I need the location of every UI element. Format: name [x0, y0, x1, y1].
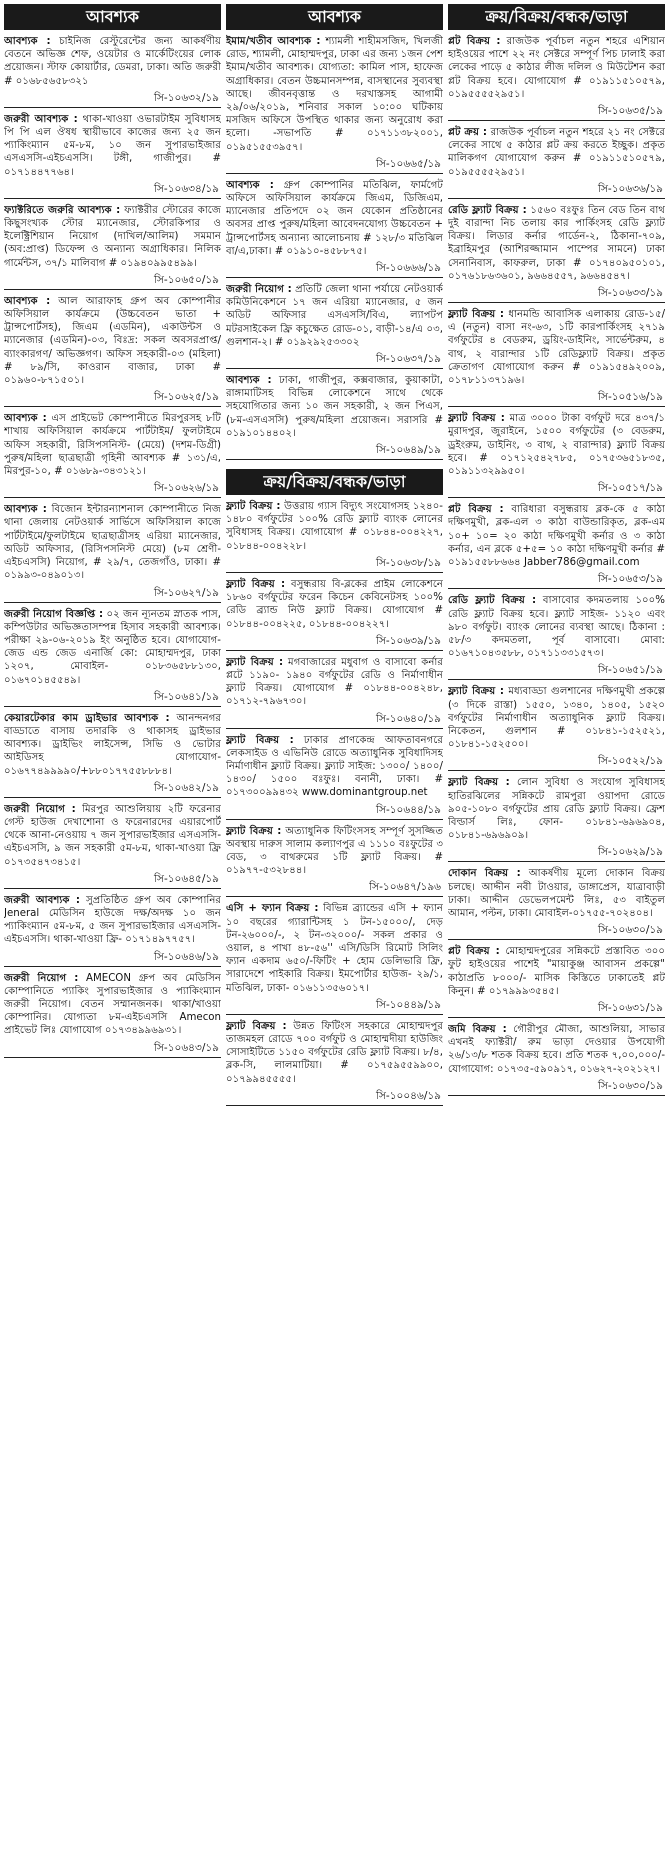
column-1	[4, 4, 221, 1865]
ad-lead: ফ্ল্যাট বিক্রয় :	[226, 656, 284, 668]
ad-code: সি-১০৬৩৬/১৯	[448, 179, 665, 199]
ad-code: সি-১০৬২৫/১৯	[4, 387, 221, 407]
section-header: আবশ্যক	[4, 4, 221, 30]
ad-body: আনন্দনগর বাড্ডাতে বাসায় তদারকি ও থাকাসহ ড্রাইভার আবশ্যক। ড্রাইভিং লাইসেন্স, সিভি ও ভোটার আইডিসহ যোগাযোগ- ০১৬৭৭৪৯৯৯৯০/+৮৮০১৭৭৫৫৮৮৮৪।	[4, 712, 221, 777]
ad-code: সি-১০৫১৬/১৯	[448, 387, 665, 407]
ad-lead: জরুরী নিয়োগ বিজ্ঞপ্তি :	[4, 608, 104, 620]
ad-code: সি-১০০৪৬/১৯	[226, 1086, 443, 1106]
ad-lead: আবশ্যক :	[226, 179, 274, 191]
ad-body: রাজউক পূর্বাচল নতুন শহরে ২১ নং সেক্টরে লেকের সাথে ৫ কাঠার প্লট ক্রয় করতে ইচ্ছুক। প্রকৃত মালিকগণ যোগাযোগ করুন # ০১৯১১৫১০৫৭৯, ০১৯৫৫৫৫২৯৫১।	[448, 127, 665, 178]
ad-body: AMECON গ্রুপ অব মেডিসিন কোম্পানিতে প্যাকিং সুপারভাইজার ও প্যাকিংম্যান জরুরী নিয়োগ। বেতন সম্মানজনক। থাকা/খাওয়া কোম্পানির। যোগ্যতা ৮ম-এইচএসসি Amecon প্রাইভেট লিঃ যোগাযোগ ০১৭৩৪৯৯৬৯৩১।	[4, 972, 221, 1037]
ad-code: সি-১০৫১৭/১৯	[448, 478, 665, 498]
ad-code: সি-১০৬৪২/১৯	[4, 778, 221, 798]
ad-code: সি-১০৬৩১/১৯	[448, 998, 665, 1018]
ad-body: ১৫৬০ বঃফুঃ তিন বেড তিন বাথ দুই বারান্দা নিচ তলায় কার পার্কিংসহ রেডি ফ্ল্যাট বিক্রয়। লিডার কর্নার গার্ডেন-২, ঠিকানা-৭০৯, ইব্রাহিমপুর (আশিরজ্জামান পাম্পের সামনে) ঢাকা সেনানিবাস, কাফরুল, ঢাকা # ০১৭৪০৯৫০১০১, ০১৭৬১৮৬৩৬০১, ৯৬৬৪৫৫৭, ৯৬৬৪৫৪৭।	[448, 204, 665, 282]
section-header: ক্রয়/বিক্রয়/বন্ধক/ভাড়া	[448, 4, 665, 30]
ad-lead: জমি বিক্রয় :	[448, 1023, 507, 1035]
classified-ad	[4, 293, 221, 387]
ad-body: ০২ জন ন্যূনতম স্নাতক পাস, কম্পিউটার অভিজ্ঞতাসম্পন্ন হিসাব সহকারী আবশ্যক। পরীক্ষা ২৯-০৬-২০১৯ ইং অনুষ্ঠিত হবে। যোগাযোগ- জেড এন্ড জেড এনার্জি কো: মোহাম্মদপুর, ঢাকা ১২০৭, মোবাইল- ০১৮৩৬৫৮৮১৩০, ০১৬৭০১৪৫৫৪৯।	[4, 608, 221, 686]
ad-lead: আবশ্যক :	[4, 295, 51, 307]
classified-ad	[448, 865, 665, 920]
ad-body: উত্তরায় গ্যাস বিদ্যুৎ সংযোগসহ ১২৪০- ১৪৮০ বর্গফুটের ১০০% রেডি ফ্ল্যাট ব্যাংক লোনের সুবিধাসহ বিক্রয়। যোগাযোগ # ০১৮৪৪-০০৪২২৭, ০১৮৪৪-০০৪২২৮।	[226, 501, 443, 552]
ad-lead: প্লট বিক্রয় :	[448, 504, 504, 516]
ad-code: সি-১০৬৪৪/১৯	[226, 800, 443, 820]
ad-code: সি-১০৬৩৪/১৯	[4, 179, 221, 199]
column-3	[448, 4, 665, 1865]
classified-ad	[4, 111, 221, 179]
ad-lead: প্লট বিক্রয় :	[448, 946, 500, 958]
classified-ad	[4, 202, 221, 270]
ad-lead: প্লট ক্রয় :	[448, 127, 487, 139]
ad-lead: আবশ্যক :	[4, 36, 51, 47]
ad-code: সি-১০৫২২/১৯	[448, 751, 665, 771]
section-header: ক্রয়/বিক্রয়/বন্ধক/ভাড়া	[226, 469, 443, 495]
ad-code: সি-১০৬৪৫/১৯	[4, 869, 221, 889]
ad-code: সি-১০৬৫০/১৯	[4, 270, 221, 290]
classified-ad	[4, 33, 221, 88]
ad-body: মাত্র ৩০০০ টাকা বর্গফুট দরে ৪৩৭/১ মুরাদপুর, জুরাইনে, ১৫০০ বর্গফুটের (৩ বেডরুম, ড্রইংরুম, ডাইনিং, ৩ বাথ, ২ বারান্দার) ফ্ল্যাট বিক্রয় হবে। # ০১৭১২৫৪২৭৮৫, ০১৭৫৩৬৫১৮৩৫, ০১৯১১৩২৯৯৫০।	[448, 413, 665, 478]
ad-lead: জরুরী নিয়োগ :	[226, 284, 292, 296]
ad-code: সি-১০৬২৭/১৯	[4, 583, 221, 603]
ad-lead: কেয়ারটেকার কাম ড্রাইভার আবশ্যক :	[4, 712, 170, 724]
ad-code: সি-১০৬৪৬/১৯	[4, 947, 221, 967]
ad-body: আকর্ষণীয় মূল্যে দোকান বিক্রয় চলছে। আদ্দীন নবী টাওয়ার, ডাঙ্গাপ্রেস, যাত্রাবাড়ী ঢাকা। আদ্দীন ডেভেলপমেন্ট লিঃ, ৫৩ বাইতুল আমান, পল্টন, ঢাকা। মোবাইল-০১৭৫৫-৭০২৪০৪।	[448, 868, 665, 919]
ad-body: ঢাকার প্রাণকেন্দ্র আফতাবনগরে লেকসাইড ও এভিনিউ রোডে অত্যাধুনিক সুবিধাদিসহ নির্মাণাধীন ফ্ল্যাট বিক্রয়। ফ্ল্যাট সাইজ: ১৩০০/ ১৪০০/ ১৪৩০/ ১৫০০ বঃফুঃ। বনানী, ঢাকা। # ০১৭৩০০৯৯৪৩২ www.dominantgroup.net	[226, 734, 443, 799]
classified-ad	[4, 892, 221, 947]
classified-ad	[226, 1018, 443, 1086]
classified-ad	[448, 202, 665, 283]
classified-ad	[4, 710, 221, 778]
ad-body: থাকা-খাওয়া ওভারটাইম সুবিধাসহ পি পি এল ঔষধ স্থায়ীভাবে কাজের জন্য ২৫ জন প্যাকিংম্যান ৫ম-৮ম, ১০ জন সুপারভাইজার এসএসসি-এইচএসসি। টঙ্গী, গাজীপুর। # ০১৭১৪৪৭৭৬৪।	[4, 113, 221, 178]
ad-body: বাসাবোর কদমতলায় ১০০% রেডি ফ্ল্যাট বিক্রয় হবে। ফ্ল্যাট সাইজ- ১১২০ এবং ৯৮০ বর্গফুট। ব্যাংক লোনের ব্যবস্থা আছে। ঠিকানা : ৫৮/৩ কদমতলা, পূর্ব বাসাবো। মোবা: ০১৬৭১০৪৩৫৮৮, ০১৭১১৩৩১৫৭৩।	[448, 595, 665, 660]
ad-lead: ফ্ল্যাট বিক্রয় :	[226, 825, 282, 837]
classified-ad	[448, 774, 665, 842]
ad-lead: জরুরী আবশ্যক :	[4, 113, 78, 125]
ad-code: সি-১০৬৪৭/১৯৬	[226, 877, 443, 897]
ad-code: সি-১০৬৩৯/১৯	[226, 631, 443, 651]
ad-lead: ফ্ল্যাট বিক্রয় :	[226, 578, 286, 590]
ad-code: সি-১০৬৪৯/১৯	[226, 440, 443, 460]
classified-ad	[226, 823, 443, 878]
ad-body: লোন সুবিধা ও সংযোগ সুবিধাসহ হাতিরঝিলের সন্নিকটে রামপুরা ওয়াপদা রোডে ৯০৫-১০৮০ বর্গফুটের প্রায় রেডি ফ্ল্যাট বিক্রয়। ফ্রেশ বিল্ডার্স লিঃ, ফোন- ০১৮৪১-৬৯৬৯০৪, ০১৮৪১-৬৯৬৯০৯।	[448, 777, 665, 842]
classified-ad	[4, 801, 221, 869]
ad-lead: আবশ্যক :	[4, 413, 47, 425]
classified-ad	[448, 501, 665, 569]
ad-body: সুপ্রতিষ্ঠিত গ্রুপ অব কোম্পানির Jeneral মেডিসিন হাউজে দক্ষ/অদক্ষ ১০ জন প্যাকিংম্যান ৫ম-৮ম, ৫ জন সুপারভাইজার এসএসসি-এইচএসসি। থাকা-খাওয়া ফ্রি- ০১৭১৪৯৭৭৫৭।	[4, 894, 221, 946]
ad-body: বারিধারা বসুন্ধরায় ব্লক-কে ৫ কাঠা দক্ষিণমুখী, ব্লক-এল ৩ কাঠা বাউন্ডারিকৃত, ব্লক-এম ১০+ ১০= ২০ কাঠা দক্ষিণমুখী কর্নার ও ৩ কাঠা কর্নার, এন ব্লকে ৫+৫= ১০ কাঠা দক্ষিণমুখী কর্নার # ০১৯১৫৫৮৮৬৬৪ Jabber786@gmail.com	[448, 504, 665, 569]
ad-code: সি-১০৪৪৯/১৯	[226, 995, 443, 1015]
classified-ad	[226, 498, 443, 553]
classified-ad	[226, 177, 443, 258]
classified-ad	[226, 33, 443, 154]
classified-ad	[448, 683, 665, 751]
ad-lead: রেডি ফ্ল্যাট বিক্রয় :	[448, 595, 537, 607]
classified-ad	[448, 306, 665, 387]
ad-body: ঢাকা, গাজীপুর, কক্সবাজার, কুয়াকাটা, রাঙ্গামাটিসহ বিভিন্ন লোকেশনে সাথে থেকে সহযোগিতার জন্য ১০ জন সহকারী, ২ জন পিএস, (৮ম-এসএসসি) পুরুষ/মহিলা প্রয়োজন। সরাসরি # ০১৯১০১৪৪০২।	[226, 375, 443, 439]
classified-ad	[226, 576, 443, 631]
ad-lead: জরুরী নিয়োগ :	[4, 803, 76, 815]
ad-body: ধানমন্ডি আবাসিক এলাকায় রোড-১৫/এ (নতুন) বাসা নং-৬৩, ১টি কারপার্কিংসহ ২৭১৯ বর্গফুটের ৪ বেডরুম, ড্রয়িং-ডাইনিং, সার্ভেন্টরুম, ৪ বাথ, ২ বারান্দার ১টি রেডিফ্ল্যাট বিক্রয়। প্রকৃত ক্রেতাগণ যোগাযোগ করুন # ০১৯১৫৪৯২০০৯, ০১৭৮১১৩৭১৯৬।	[448, 309, 665, 387]
classified-ad	[448, 33, 665, 101]
ad-code: সি-১০৬৩৮/১৯	[226, 553, 443, 573]
classified-ad	[226, 281, 443, 349]
ad-body: বিভিন্ন ব্র্যান্ডের এসি + ফ্যান ১০ বছরের গ্যারান্টিসহ ১ টন-১৫০০০/, দেড় টন-২৬০০০/-, ২ টন-৩২০০০/- সকল প্রকার ও ওয়াল, ৪ পাখা ৪৮-৫৬'' এসি/ডিসি রিমোট সিলিং ফ্যান একদাম ৬৫০/-ফিটিং + হোম ডেলিভারি ফ্রি, সারাদেশে পাইকারি বিক্রয়। ইমপোর্টার হাউজ- ২৯/১, মতিঝিল, ঢাকা- ০১৬১১৩৫৬০১৭।	[226, 903, 443, 994]
ad-body: গৌরীপুর মৌজা, আশুলিয়া, সাভার এখনই ফ্যাক্টরী/ রুম ভাড়া দেওয়ার উপযোগী ২৬/১৩/৮ শতক বিক্রয় হবে। প্রতি শতক ৭,০০,০০০/- যোগাযোগ: ০১৭৩৫-৫৯০৯১৭, ০১৬২৭-২০২১২৭।	[448, 1023, 665, 1075]
ad-body: মধ্যবাড্ডা গুলশানের দক্ষিণমুখী প্রকল্পে (৩ দিকে রাস্তা) ১৫৫০, ১৩৪০, ১৪০৫, ১৫২০ বর্গফুটের নির্মাণাধীন অত্যাধুনিক ফ্ল্যাট বিক্রয়। নিকেতন, গুলশান # ০১৮৪১-১৫২৫২১, ০১৮৪১-১৫২৫০০।	[448, 686, 665, 751]
section-header: আবশ্যক	[226, 4, 443, 30]
ad-lead: এসি + ফ্যান বিক্রয় :	[226, 903, 319, 915]
ad-lead: রেডি ফ্ল্যাট বিক্রয় :	[448, 204, 527, 216]
ad-body: আল আরাফাহ গ্রুপ অব কোম্পানীর অফিসিয়াল কার্যক্রমে (উচ্চবেতন ভাতা + ট্রান্সপোর্টসহ), জিএম (এডমিন), একাউন্টস ও ম্যানেজার (এডমিন)-০৩, বিঃদ্র: সকল অবসরপ্রাপ্ত/ ব্যাংকারগণ/ অভিজ্ঞগণ। অফিস সহকারী-০৩ (মহিলা) # ৮৯/সি, কাওরান বাজার, ঢাকা # ০১৯৬০-৮৭১৫০১।	[4, 295, 221, 387]
ad-code: সি-১০৬৩৩/১৯	[448, 283, 665, 303]
ad-body: প্রতিটি জেলা থানা পর্যায়ে নেটওয়ার্ক কমিউনিকেশনে ১৭ জন এরিয়া ম্যানেজার, ৫ জন অডিট অফিসার এসএসসি/বিএ, ল্যাপটপ মটরসাইকেল ফ্রি কচুক্ষেত রোড-০১, বাড়ী-১৪/এ ০৩, গুলশান-২। # ০১৯২৯২৫৩৩০২	[226, 284, 443, 348]
ad-code: সি-১০৬৪১/১৯	[4, 687, 221, 707]
ad-code: সি-১০৬৩০/১৯	[448, 920, 665, 940]
ad-lead: আবশ্যক :	[226, 375, 272, 387]
classified-ad	[4, 410, 221, 478]
ad-lead: জরুরী আবশ্যক :	[4, 894, 80, 906]
classified-ad	[448, 410, 665, 478]
classified-ad	[448, 592, 665, 660]
ad-lead: ইমাম/খতীব আবশ্যক :	[226, 36, 321, 47]
ad-body: শ্যামলী শাহীমসজিদ, খিলজী রোড, শ্যামলী, মোহাম্মদপুর, ঢাকা এর জন্য ১জন পেশ ইমাম/খতীব আবশ্যক। যোগ্যতা: কামিল পাস, হাফেজ অগ্রাধিকার। বেতন উচ্চমানসম্পন্ন, বাসস্থানের সুব্যবস্থা আছে। জীবনবৃত্তান্ত ও দরখাস্তসহ আগামী ২৯/০৬/২০১৯, শনিবার সকাল ১০:০০ ঘটিকায় মসজিদ অফিসে উপস্থিত থাকার জন্য অনুরোধ করা হলো। -সভাপতি # ০১৭১১৩৮২০০১, ০১৯৫১৫৫৩৯৫৭।	[226, 36, 443, 153]
column-2	[226, 4, 443, 1865]
ad-body: চাইনিজ রেস্টুরেন্টের জন্য আকর্ষণীয় বেতনে অভিজ্ঞ শেফ, ওয়েটার ও মার্কেটিংয়ের লোক প্রয়োজন। স্টাফ কোয়ার্টার, ডেমরা, ঢাকা। অতি জরুরী # ০১৬৮৫৬৫৮৩২১	[4, 36, 221, 87]
ad-code: সি-১০৬৩৫/১৯	[448, 101, 665, 121]
ad-body: গ্রুপ কোম্পানির মতিঝিল, ফার্মগেট অফিসে অফিসিয়াল কার্যক্রমে জিএম, ডিজিএম, ম্যানেজার প্রতিপদে ০২ জন যেকোন প্রতিষ্ঠানের অবসর প্রাপ্ত পুরুষ/মহিলা আবেদনযোগ্য উচ্চবেতন + ট্রান্সপোর্টসহ অন্যান্য আলোচনায় # ১২৮/৩ মতিঝিল বা/এ,ঢাকা। # ০১৯১০-৪৫৮৮৭৫।	[226, 179, 443, 257]
classified-ad	[226, 900, 443, 994]
ad-code: সি-১০৬২৬/১৯	[4, 478, 221, 498]
ad-lead: ফ্ল্যাট বিক্রয় :	[226, 501, 281, 513]
ad-lead: প্লট বিক্রয় :	[448, 36, 501, 47]
ad-lead: ফ্ল্যাট বিক্রয় :	[448, 686, 504, 698]
ad-code: সি-১০৬৬৫/১৯	[226, 154, 443, 174]
ad-body: এস প্রাইভেট কোম্পানীতে মিরপুরসহ ৮টি শাখায় অফিসিয়াল কার্যক্রমে পার্টটাইম/ ফুলটাইমে অফিস সহকারী, রিসিপসনিস্ট- (মেয়ে) (দশম-ডিগ্রী) পুরুষ/মহিলা ছাত্রছাত্রী গৃহিনী আবশ্যক # ১৩১/এ, মিরপুর-১০, # ০১৬৮৯-৩৪৩১২১।	[4, 413, 221, 478]
ad-body: অত্যাধুনিক ফিটিংসসহ সম্পূর্ণ সুসজ্জিত অবস্থায় দারুস সালাম কল্যাণপুর এ ১১১০ বঃফুটের ৩ বেড, ৩ বাথরুমের ১টি ফ্ল্যাট বিক্রয়। # ০১৯৭৭-৫৩২৮৪৪।	[226, 825, 443, 877]
ad-body: মোহাম্মদপুরের সন্নিকটে প্রস্তাবিত ৩০০ ফুট হাইওয়ের পাশেই "মায়াকুঞ্জ আবাসন প্রকল্পে" কাঠাপ্রতি ৮০০০/- মাসিক কিস্তিতে ঢাকাতেই প্লট কিনুন। # ০১৭৯৯৯৩৫৪৫।	[448, 946, 665, 997]
classified-page	[4, 4, 665, 1865]
ad-code: সি-১০৬৩০/১৯	[448, 1076, 665, 1096]
ad-code: সি-১০৬৬৬/১৯	[226, 258, 443, 278]
ad-body: বিজোন ইন্টারন্যাশনাল কোম্পানীতে নিজ থানা জেলায় নেটওয়ার্ক সার্ভিসে অফিসিয়াল কাজে পার্টটাইমে/ফুলটাইমে ছাত্রছাত্রীসহ এরিয়া ম্যানেজার, অডিট অফিসার, (রিসিপসনিস্ট মেয়ে) (৮ম শ্রেণী-এইচএসসি) নিয়োগ, # ২৯/৭, তেজগাঁও, ঢাকা। # ০১৯৯৩-০৪৯০১৩।	[4, 504, 221, 582]
ad-code: সি-১০৬৩২/১৯	[4, 88, 221, 108]
ad-body: মিরপুর আশুলিয়ায় ২টি ফরেনার গেস্ট হাউজ দেখাশোনা ও ফরেনারদের এয়ারপোর্ট থেকে আনা-নেওয়ায় ৭ জন সুপারভাইজার এসএসসি-এইচএসসি, ৯ জন সহকারী ৫ম-৮ম, থাকা-খাওয়া ফ্রি ০১৭৩৫৪৭৩৪১৫।	[4, 803, 221, 868]
ad-body: উন্নত ফিটিংস সহকারে মোহাম্মদপুর তাজমহল রোডে ৭০০ বর্গফুট ও মোহাম্মদীয়া হাউজিং সোসাইটিতে ১১৫০ বর্গফুটের রেডি ফ্ল্যাট বিক্রয়। ৮/৪, ব্লক-সি, লালমাটিয়া। # ০১৭৫৯৫৫৯৯০০, ০১৭৯৯৪৫৫৫৫।	[226, 1020, 443, 1085]
ad-code: সি-১০৬৩৭/১৯	[226, 349, 443, 369]
classified-ad	[226, 654, 443, 709]
classified-ad	[4, 501, 221, 582]
ad-lead: দোকান বিক্রয় :	[448, 868, 521, 880]
ad-lead: আবশ্যক :	[4, 504, 47, 516]
ad-code: সি-১০৬২৯/১৯	[448, 842, 665, 862]
ad-code: সি-১০৬৫৩/১৯	[448, 569, 665, 589]
ad-lead: ফ্যাক্টরিতে জরুরি আবশ্যক :	[4, 204, 121, 216]
ad-code: সি-১০৬৪০/১৯	[226, 709, 443, 729]
ad-lead: জরুরী নিয়োগ :	[4, 972, 79, 984]
classified-ad	[4, 970, 221, 1038]
ad-code: সি-১০৬৪৩/১৯	[4, 1038, 221, 1058]
classified-ad	[4, 606, 221, 687]
ad-lead: ফ্ল্যাট বিক্রয় :	[448, 413, 505, 425]
ad-lead: ফ্ল্যাট বিক্রয় :	[226, 734, 294, 746]
classified-ad	[448, 124, 665, 179]
classified-ad	[226, 732, 443, 800]
ad-body: মগবাজারের মধুবাগ ও বাসাবো কর্নার প্লটে ১১৯০- ১৯৪০ বর্গফুটের রেডি ও নির্মাণাধীন ফ্ল্যাট বিক্রয়। যোগাযোগ # ০১৮৪৪-০০৪২৪৮, ০১৭১২-৭৯৬৭৩০।	[226, 656, 443, 708]
ad-body: বসুন্ধরায় বি-ব্লকের প্রাইম লোকেশনে ১৮৬০ বর্গফুটের ফরেন কিচেন কেবিনেটসহ ১০০% রেডি ব্র্যান্ড নিউ ফ্ল্যাট বিক্রয়। যোগাযোগ # ০১৮৪৪-০০৪২২৫, ০১৮৪৪-০০৪২২৭।	[226, 578, 443, 630]
ad-code: সি-১০৬৫১/১৯	[448, 660, 665, 680]
classified-ad	[448, 1021, 665, 1076]
ad-lead: ফ্ল্যাট বিক্রয় :	[448, 309, 504, 321]
classified-ad	[226, 372, 443, 440]
classified-ad	[448, 943, 665, 998]
ad-lead: ফ্ল্যাট বিক্রয় :	[448, 777, 510, 789]
ad-body: রাজউক পূর্বাচল নতুন শহরে এশিয়ান হাইওয়ের পাশে ২২ নং সেক্টরে সম্পূর্ণ পিচ ঢালাই করা লেকের পাড়ে ৫ কাঠার লীজ দলিল ও মিউটেশন করা প্লট বিক্রয় হবে। যোগাযোগ # ০১৯১১৫১০৫৭৯, ০১৯৫৫৫৫২৯৫১।	[448, 36, 665, 100]
ad-lead: ফ্ল্যাট বিক্রয় :	[226, 1020, 287, 1032]
ad-body: ফ্যাক্টরীর স্টোরের কাজে কিছুসংখ্যক স্টোর ম্যানেজার, স্টোরকিপার ও ইলেক্ট্রিশিয়ান নিয়োগ (দাখিল/আলিম) সমমান (অব:প্রাপ্ত) ডিফেন্স ও অন্যান্য অগ্রাধিকার। নিলিক গার্মেন্টস, ৩৭/১ মালিবাগ # ০১৯৪০৯৯৫৪৯৯।	[4, 204, 221, 269]
